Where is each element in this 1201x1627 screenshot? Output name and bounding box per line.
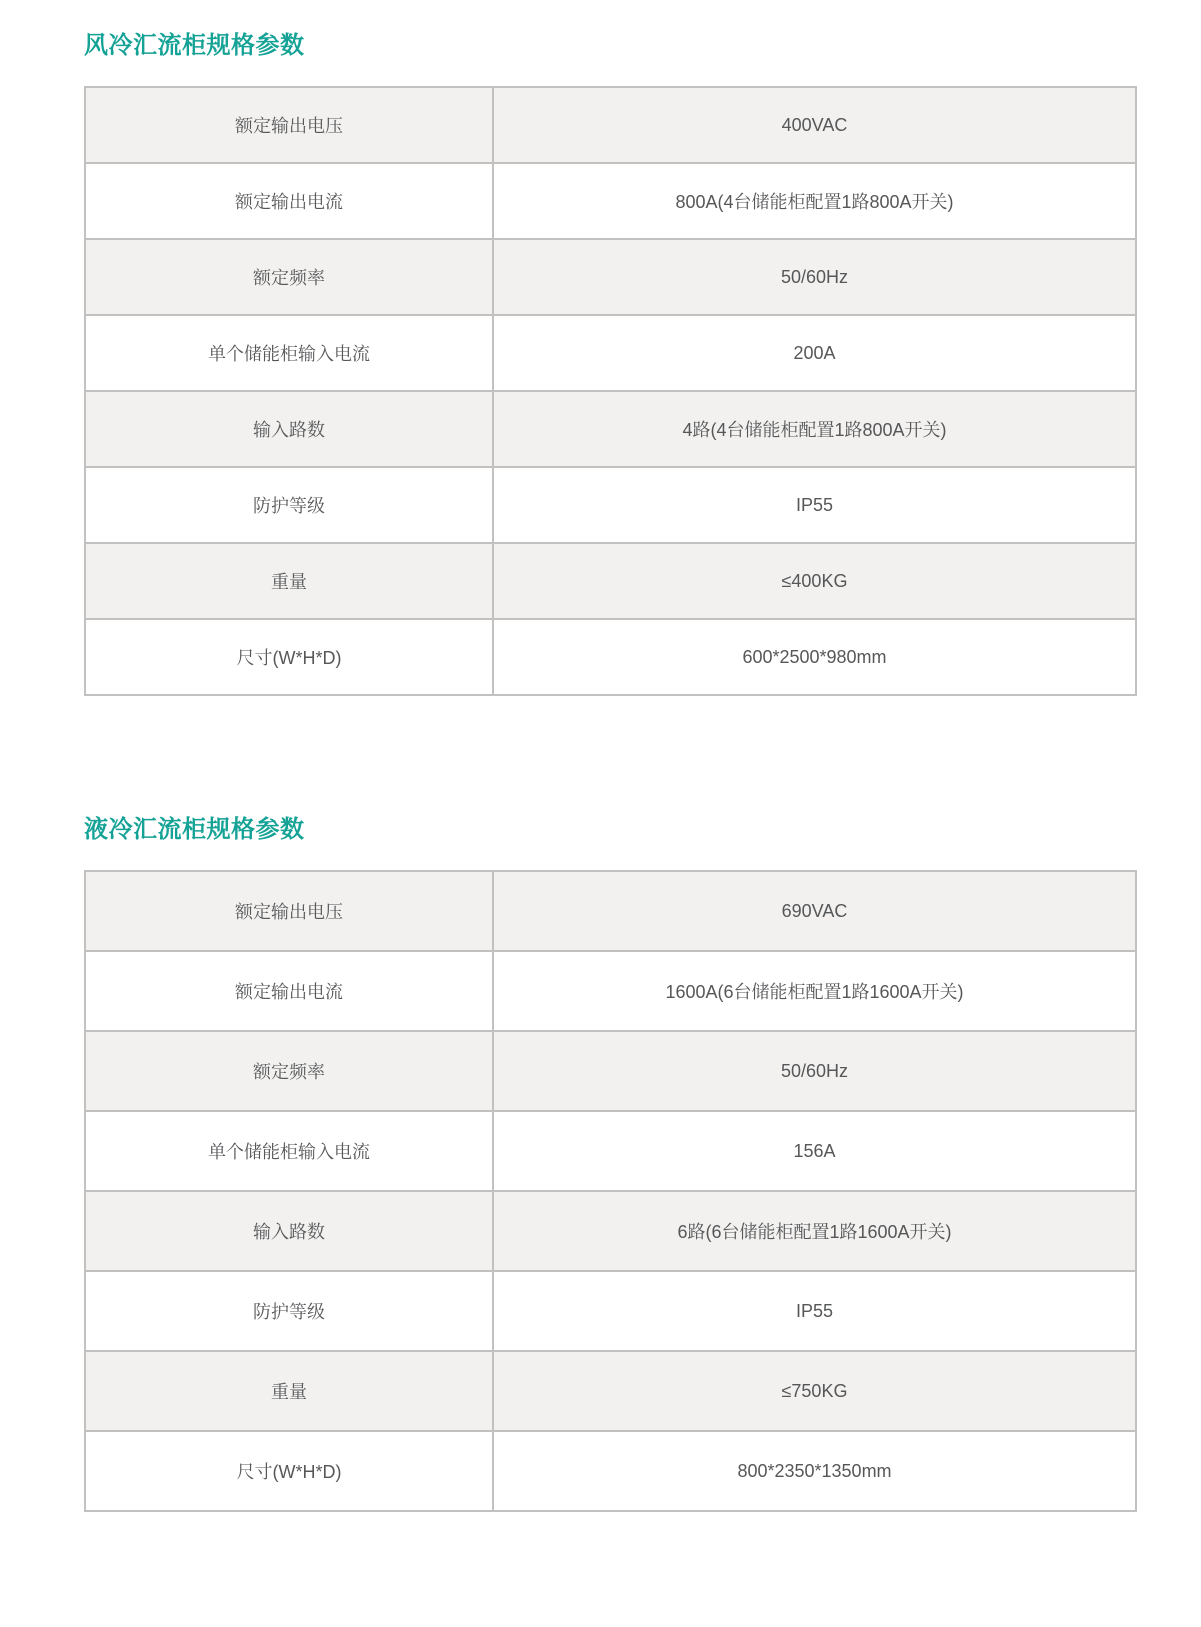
spec-value: 4路(4台储能柜配置1路800A开关) bbox=[493, 391, 1136, 467]
table-row bbox=[85, 1191, 1136, 1271]
spec-label: 额定频率 bbox=[85, 239, 493, 315]
table-row bbox=[85, 315, 1136, 391]
spec-label: 额定输出电流 bbox=[85, 163, 493, 239]
spec-value: 690VAC bbox=[493, 871, 1136, 951]
spec-value: 800A(4台储能柜配置1路800A开关) bbox=[493, 163, 1136, 239]
table-row bbox=[85, 1431, 1136, 1511]
section-title-liquid-cooled: 液冷汇流柜规格参数 bbox=[84, 816, 305, 843]
table-row bbox=[85, 951, 1136, 1031]
section-title-air-cooled: 风冷汇流柜规格参数 bbox=[84, 32, 305, 59]
spec-value: 50/60Hz bbox=[493, 239, 1136, 315]
spec-label: 单个储能柜输入电流 bbox=[85, 1111, 493, 1191]
spec-label: 额定输出电压 bbox=[85, 87, 493, 163]
spec-value: ≤750KG bbox=[493, 1351, 1136, 1431]
section-air-cooled-combiner bbox=[84, 32, 1137, 696]
spec-value: 600*2500*980mm bbox=[493, 619, 1136, 695]
spec-value: 50/60Hz bbox=[493, 1031, 1136, 1111]
table-row bbox=[85, 87, 1136, 163]
spec-label: 重量 bbox=[85, 1351, 493, 1431]
spec-label: 尺寸(W*H*D) bbox=[85, 1431, 493, 1511]
table-row bbox=[85, 163, 1136, 239]
table-row bbox=[85, 619, 1136, 695]
spec-value: 800*2350*1350mm bbox=[493, 1431, 1136, 1511]
spec-label: 额定输出电压 bbox=[85, 871, 493, 951]
table-row bbox=[85, 1351, 1136, 1431]
spec-label: 输入路数 bbox=[85, 391, 493, 467]
spec-value: 200A bbox=[493, 315, 1136, 391]
spec-label: 防护等级 bbox=[85, 467, 493, 543]
spec-label: 额定频率 bbox=[85, 1031, 493, 1111]
table-row bbox=[85, 467, 1136, 543]
spec-value: 400VAC bbox=[493, 87, 1136, 163]
table-row bbox=[85, 1031, 1136, 1111]
spec-value: IP55 bbox=[493, 1271, 1136, 1351]
spec-value: 156A bbox=[493, 1111, 1136, 1191]
spec-value: 1600A(6台储能柜配置1路1600A开关) bbox=[493, 951, 1136, 1031]
spec-label: 防护等级 bbox=[85, 1271, 493, 1351]
table-row bbox=[85, 871, 1136, 951]
spec-value: IP55 bbox=[493, 467, 1136, 543]
table-row bbox=[85, 391, 1136, 467]
spec-label: 输入路数 bbox=[85, 1191, 493, 1271]
table-row bbox=[85, 543, 1136, 619]
spec-label: 额定输出电流 bbox=[85, 951, 493, 1031]
spec-label: 重量 bbox=[85, 543, 493, 619]
spec-table-air-cooled bbox=[84, 86, 1137, 696]
spec-value: 6路(6台储能柜配置1路1600A开关) bbox=[493, 1191, 1136, 1271]
spec-table-liquid-cooled bbox=[84, 870, 1137, 1512]
table-row bbox=[85, 239, 1136, 315]
spec-label: 尺寸(W*H*D) bbox=[85, 619, 493, 695]
section-liquid-cooled-combiner bbox=[84, 816, 1137, 1512]
spec-label: 单个储能柜输入电流 bbox=[85, 315, 493, 391]
spec-value: ≤400KG bbox=[493, 543, 1136, 619]
table-row bbox=[85, 1271, 1136, 1351]
table-row bbox=[85, 1111, 1136, 1191]
